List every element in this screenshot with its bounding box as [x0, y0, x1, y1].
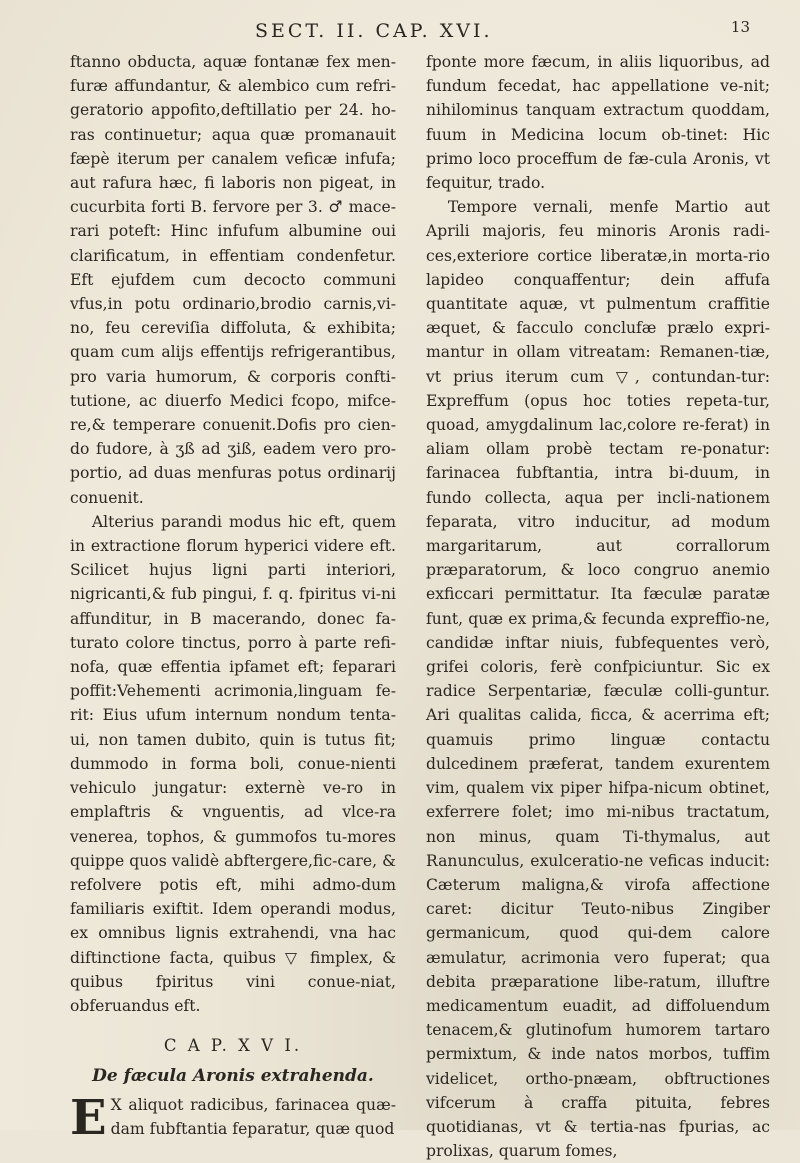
chapter-heading: C A P. X V I.: [163, 1036, 303, 1056]
right-column: [426, 50, 770, 1163]
running-head: SECT. II. CAP. XVI.: [255, 20, 493, 42]
right-paragraph-2: Tempore vernali, menfe Martio aut Aprili majoris, feu minoris Aronis radi-ces,exteriore cortice liberatæ,in morta-rio lapideo conquaffentur; dein affufa quantitate aquæ, vt pulmentum craffitie æquet, & facculo conclufæ prælo expri-mantur in ollam vitreatam: Remanen-tiæ, vt prius iterum cum ▽, contundan-tur: Expreffum (opus hoc toties repeta-tur, quoad, amygdalinum lac,colore re-ferat) in aliam ollam probè tectam re-ponatur: farinacea fubftantia, intra bi-duum, in fundo collecta, aqua per incli-nationem feparata, vitro inducitur, ad modum margaritarum, aut corrallorum præparatorum, & loco congruo anemio exficcari permittatur. Ita fæculæ paratæ funt, quæ ex prima,& fecunda expreffio-ne, candidæ inftar niuis, fubfequentes verò, grifei coloris, ferè confpiciuntur. Sic ex radice Serpentariæ, fæculæ colli-guntur. Ari qualitas calida, ficca, & acerrima eft; quamuis primo linguæ contactu dulcedinem præferat, tandem exurentem vim, qualem vix piper hifpa-nicum obtinet, exferrere folet; imo mi-nibus tractatum, non minus, quam Ti-thymalus, aut Ranunculus, exulceratio-ne veficas inducit: Cæterum maligna,& virofa affectione caret: dicitur Teuto-nibus Zingiber germanicum, quod qui-dem calore æmulatur, acrimonia vero fuperat; qua debita præparatione libe-ratum, illuftre medicamentum euadit, ad diffoluendum tenacem,& glutinofum humorem tartaro permixtum, & inde natos morbos, tuffim videlicet, ortho-pnæam, obftructiones vifcerum à craffa pituita, febres quotidianas, vt & tertia-nas fpurias, ac prolixas, quarum fomes,: [426, 198, 770, 1161]
page-header: [255, 20, 780, 44]
right-paragraph-1: fponte more fæcum, in aliis liquoribus, ad fundum fecedat, hac appellatione ve-nit; nihilominus tanquam extractum quoddam, fuum in Medicina locum ob-tinet: Hic primo loco proceffum de fæ-cula Aronis, vt fequitur, trado.: [426, 53, 770, 193]
left-paragraph-2: Alterius parandi modus hic eft, quem in extractione florum hyperici videre eft. Scilicet hujus ligni parti interiori, nigricanti,& fub pingui, f. q. fpiritus vi-ni affunditur, in B macerando, donec fa-turato colore tinctus, porro à parte refi-nofa, quæ effentia ipfamet eft; feparari poffit:Vehementi acrimonia,linguam fe-rit: Eius ufum internum nondum tenta-ui, non tamen dubito, quin is tutus fit; dummodo in forma boli, conue-nienti vehiculo jungatur: externè ve-ro in emplaftris & vnguentis, ad vlce-ra venerea, tophos, & gummofos tu-mores quippe quos validè abftergere,fic-care, & refolvere potis eft, mihi admo-dum familiaris exiftit. Idem operandi modus, ex omnibus lignis extrahendi, vna hac diftinctione facta, quibus ▽ fimplex, & quibus fpiritus vini conue-niat, obferuandus eft.: [70, 512, 396, 1015]
page-number: 13: [730, 18, 750, 36]
chapter-title: De fæcula Aronis extrahenda.: [92, 1066, 374, 1087]
left-paragraph-3: [70, 1089, 396, 1146]
left-column: [70, 50, 396, 1146]
left-paragraph-1: ftanno obducta, aquæ fontanæ fex men-furæ affundantur, & alembico cum refri-geratorio appofito,deftillatio per 24. ho-ras continuetur; aqua quæ promanauit fæpè iterum per canalem veficæ infufa; aut rafura hæc, fi laboris non pigeat, in cucurbita forti B. fervore per 3. ♂ mace-rari poteft: Hinc infufum albumine oui clarificatum, in effentiam condenfetur. Eft ejufdem cum decocto communi vfus,in potu ordinario,brodio carnis,vi-no, feu cereviſia diffoluta, & exhibita; quam cum alijs effentijs refrigerantibus, pro varia humorum, & corporis confti-tutione, ac diuerfo Medici fcopo, mifce-re,& temperare conuenit.Dofis pro cien-do fudore, à ʒß ad ʒiß, eadem vero pro-portio, ad duas menfuras potus ordinarij conuenit.: [70, 53, 396, 507]
left-paragraph-3-text: X aliquot radicibus, farinacea quæ-dam fubftantia feparatur, quæ quod: [110, 1095, 396, 1138]
drop-cap: E: [70, 1089, 107, 1146]
